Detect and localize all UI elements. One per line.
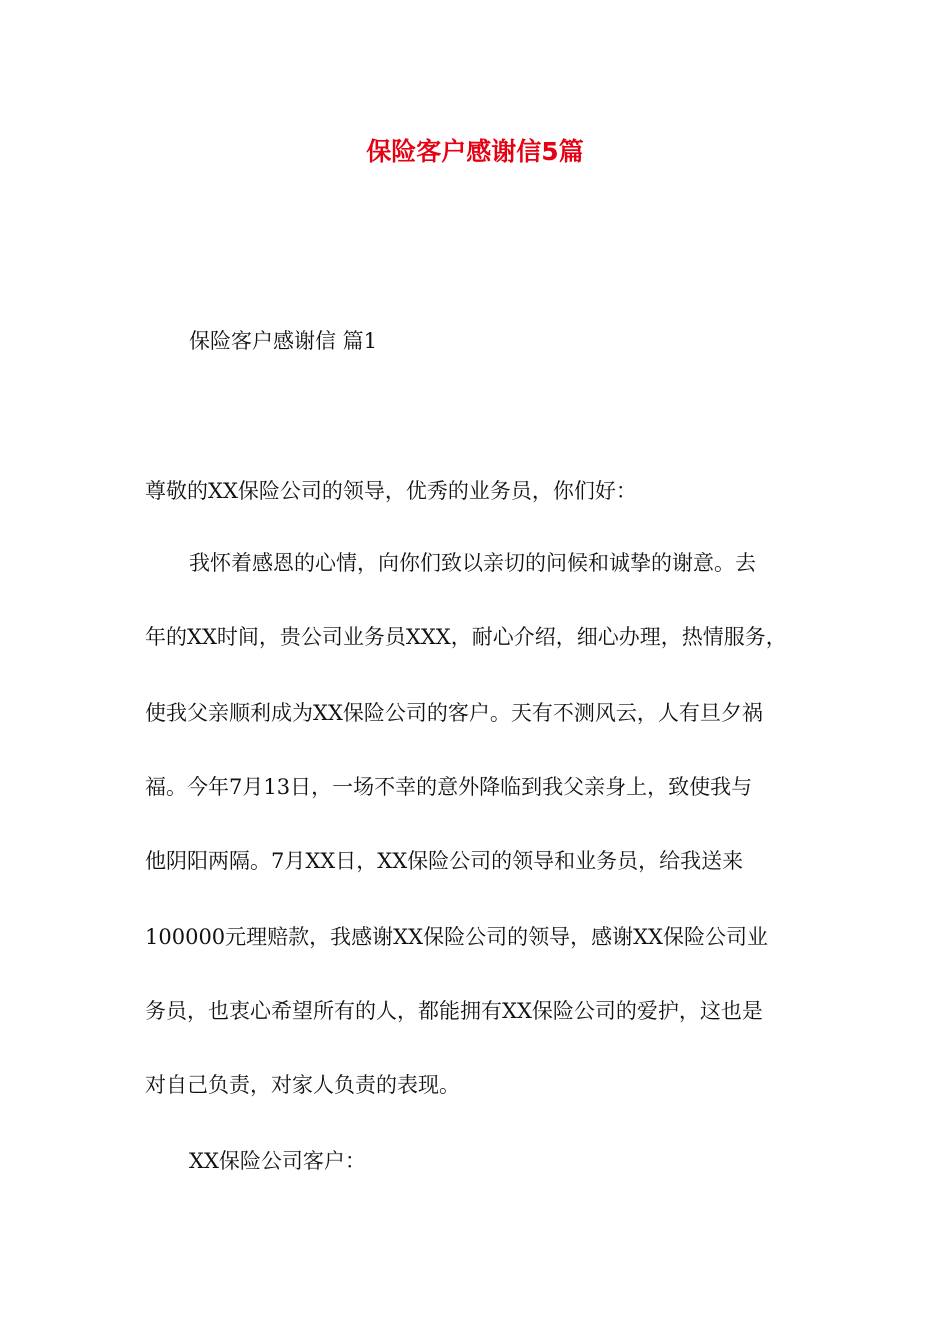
document-title: 保险客户感谢信5篇 — [366, 137, 584, 166]
body-line-3: 使我父亲顺利成为XX保险公司的客户。天有不测风云，人有旦夕祸 — [145, 701, 763, 725]
body-line-6: 100000元理赔款，我感谢XX保险公司的领导，感谢XX保险公司业 — [145, 925, 768, 949]
body-line-7: 务员，也衷心希望所有的人，都能拥有XX保险公司的爱护，这也是 — [145, 999, 763, 1023]
body-line-2: 年的XX时间，贵公司业务员XXX，耐心介绍，细心办理，热情服务， — [145, 625, 787, 649]
section-heading: 保险客户感谢信 篇1 — [189, 329, 378, 353]
body-line-5: 他阴阳两隔。7月XX日，XX保险公司的领导和业务员，给我送来 — [145, 849, 744, 873]
body-line-8: 对自己负责，对家人负责的表现。 — [145, 1073, 460, 1097]
signature-line: XX保险公司客户： — [189, 1149, 366, 1173]
body-line-1: 我怀着感恩的心情，向你们致以亲切的问候和诚挚的谢意。去 — [189, 551, 756, 575]
greeting-line: 尊敬的XX保险公司的领导，优秀的业务员，你们好： — [145, 479, 637, 503]
body-line-4: 福。今年7月13日，一场不幸的意外降临到我父亲身上，致使我与 — [145, 775, 753, 799]
